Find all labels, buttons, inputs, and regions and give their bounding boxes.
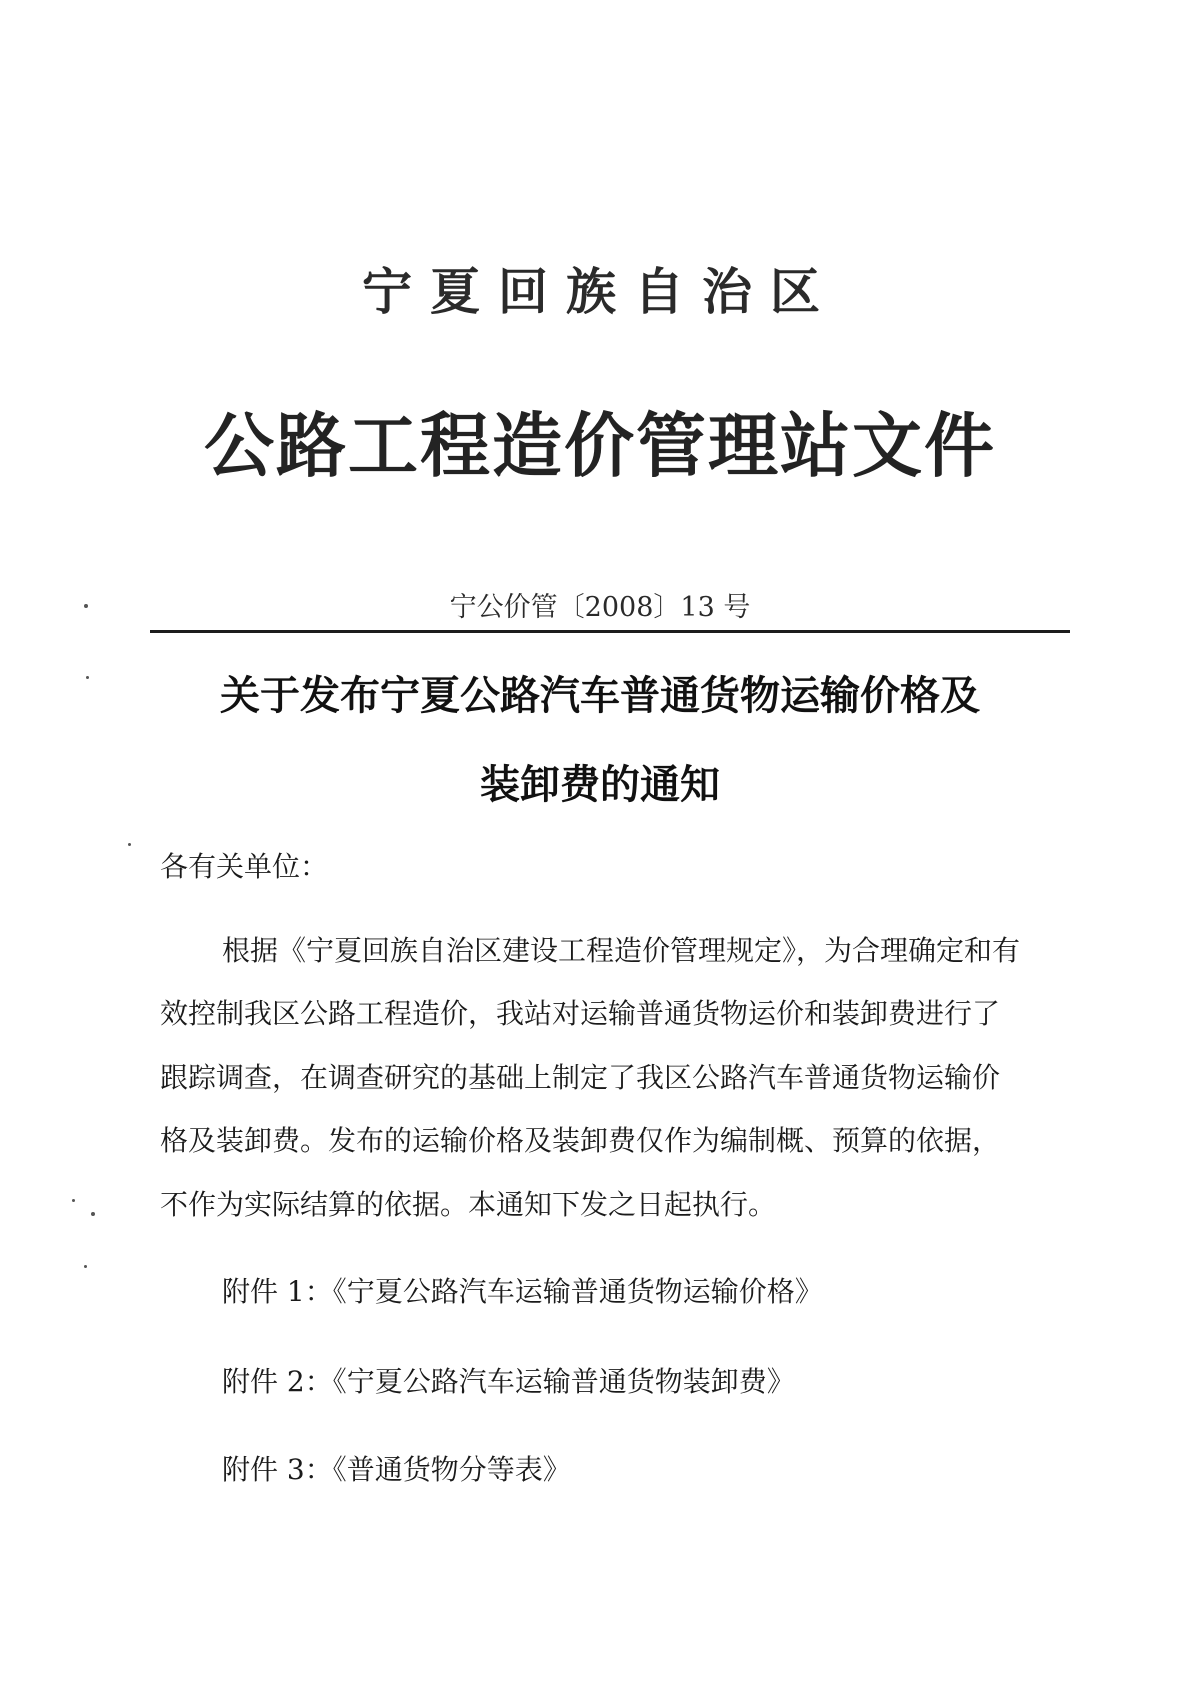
issuing-region: 宁夏回族自治区 [362, 262, 838, 321]
notice-title-line-2: 装卸费的通知 [480, 761, 720, 808]
body-line: 跟踪调查，在调查研究的基础上制定了我区公路汽车普通货物运输价 [160, 1061, 1001, 1094]
body-line: 格及装卸费。发布的运输价格及装卸费仅作为编制概、预算的依据， [160, 1124, 1001, 1157]
header-divider [150, 630, 1070, 633]
scan-speck [84, 604, 88, 608]
attachment-3: 附件 3：《普通货物分等表》 [222, 1453, 571, 1486]
body-line: 效控制我区公路工程造价，我站对运输普通货物运价和装卸费进行了 [160, 997, 1001, 1030]
notice-title-line-1: 关于发布宁夏公路汽车普通货物运输价格及 [220, 672, 980, 719]
attachment-2: 附件 2：《宁夏公路汽车运输普通货物装卸费》 [222, 1365, 795, 1398]
body-line: 根据《宁夏回族自治区建设工程造价管理规定》，为合理确定和有 [222, 934, 1021, 967]
scan-speck [72, 1199, 75, 1202]
scan-speck [86, 676, 89, 679]
salutation: 各有关单位： [160, 850, 329, 883]
body-line: 不作为实际结算的依据。本通知下发之日起执行。 [160, 1188, 777, 1221]
document-title: 公路工程造价管理站文件 [204, 404, 996, 487]
scan-speck [84, 1265, 87, 1268]
scan-speck [91, 1212, 95, 1216]
attachment-1: 附件 1：《宁夏公路汽车运输普通货物运输价格》 [222, 1275, 823, 1308]
scan-speck [128, 843, 131, 846]
document-number: 宁公价管〔2008〕13 号 [449, 592, 751, 623]
